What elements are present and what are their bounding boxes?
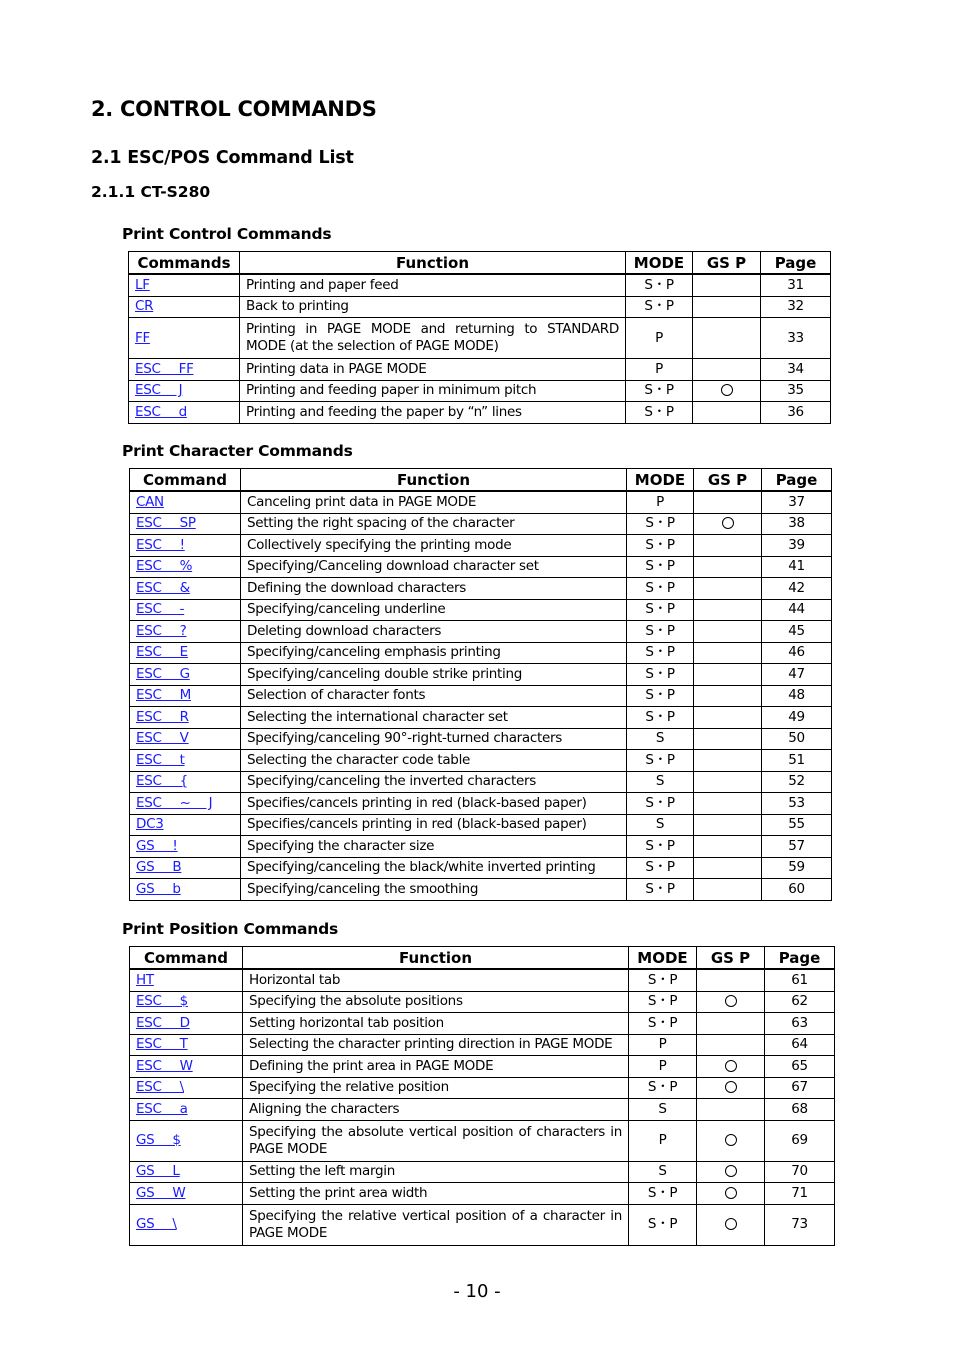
command-cell: [130, 969, 243, 991]
command-cell: [130, 793, 241, 815]
command-link[interactable]: CR: [135, 298, 154, 315]
gsp-cell: [694, 556, 762, 578]
mode-cell: P: [626, 359, 693, 381]
circle-icon: [725, 1187, 737, 1199]
command-cell: [130, 599, 241, 621]
gsp-cell: [697, 991, 765, 1013]
command-link[interactable]: ESC V: [136, 730, 189, 747]
table-row: [130, 664, 832, 686]
gsp-cell: [694, 491, 762, 513]
function-cell: Selection of character fonts: [241, 685, 627, 707]
page-cell: 34: [761, 359, 831, 381]
table-row: [130, 599, 832, 621]
command-link[interactable]: FF: [135, 329, 150, 346]
header-command: Command: [130, 947, 243, 970]
command-cell: [130, 578, 241, 600]
print-position-title: Print Position Commands: [122, 920, 339, 938]
function-cell: Specifying the relative position: [243, 1077, 629, 1099]
mode-cell: S・P: [626, 402, 693, 424]
table-row: [130, 535, 832, 557]
page-cell: 62: [765, 991, 835, 1013]
gsp-cell: [697, 969, 765, 991]
command-link[interactable]: GS $: [136, 1132, 181, 1148]
gsp-cell: [693, 380, 761, 402]
function-cell: Specifying/canceling the smoothing: [241, 879, 627, 901]
function-cell: Setting the print area width: [243, 1183, 629, 1205]
mode-cell: S・P: [627, 836, 694, 858]
header-function: Function: [240, 252, 626, 275]
command-cell: [130, 1013, 243, 1035]
chapter-heading: 2. CONTROL COMMANDS: [91, 97, 377, 121]
function-cell: Specifying the character size: [241, 836, 627, 858]
page-cell: 61: [765, 969, 835, 991]
function-cell: Specifying the absolute vertical position of characters in PAGE MODE: [243, 1120, 629, 1161]
command-cell: [130, 491, 241, 513]
mode-cell: S・P: [627, 879, 694, 901]
table-row: [129, 380, 831, 402]
function-cell: Printing in PAGE MODE and returning to STANDARD MODE (at the selection of PAGE MODE): [240, 318, 626, 359]
table-row: [130, 578, 832, 600]
table-row: [130, 857, 832, 879]
gsp-cell: [694, 857, 762, 879]
function-cell: Aligning the characters: [243, 1099, 629, 1121]
command-cell: [130, 991, 243, 1013]
function-cell: Defining the download characters: [241, 578, 627, 600]
mode-cell: S・P: [629, 1013, 697, 1035]
function-cell: Specifying the absolute positions: [243, 991, 629, 1013]
page-cell: 49: [762, 707, 832, 729]
command-cell: [130, 535, 241, 557]
table-row: [130, 1161, 835, 1183]
command-link[interactable]: ESC &: [136, 579, 190, 596]
page-cell: 44: [762, 599, 832, 621]
command-cell: [129, 359, 240, 381]
mode-cell: S・P: [627, 707, 694, 729]
command-link[interactable]: ESC !: [136, 536, 185, 553]
gsp-cell: [694, 793, 762, 815]
command-link[interactable]: ESC M: [136, 687, 191, 704]
function-cell: Specifying/canceling underline: [241, 599, 627, 621]
page-cell: 39: [762, 535, 832, 557]
gsp-cell: [694, 728, 762, 750]
header-mode: MODE: [626, 252, 693, 275]
command-cell: [129, 402, 240, 424]
header-function: Function: [243, 947, 629, 970]
page-cell: 36: [761, 402, 831, 424]
command-link[interactable]: ESC \: [136, 1079, 184, 1096]
function-cell: Selecting the character printing direction in PAGE MODE: [243, 1034, 629, 1056]
mode-cell: S・P: [629, 1204, 697, 1245]
command-link[interactable]: ESC J: [135, 382, 183, 399]
command-cell: [130, 1099, 243, 1121]
mode-cell: S・P: [627, 750, 694, 772]
command-cell: [130, 1204, 243, 1245]
mode-cell: S・P: [627, 857, 694, 879]
function-cell: Specifying/canceling 90°-right-turned characters: [241, 728, 627, 750]
command-cell: [130, 707, 241, 729]
mode-cell: S: [629, 1161, 697, 1183]
table-row: [130, 750, 832, 772]
command-link[interactable]: ESC %: [136, 558, 193, 575]
command-cell: [130, 556, 241, 578]
page-cell: 73: [765, 1204, 835, 1245]
table-row: [130, 1034, 835, 1056]
gsp-cell: [697, 1204, 765, 1245]
gsp-cell: [694, 707, 762, 729]
gsp-cell: [697, 1034, 765, 1056]
page-number: - 10 -: [453, 1281, 501, 1302]
table-row: [129, 359, 831, 381]
command-link[interactable]: CAN: [136, 493, 164, 510]
command-cell: [130, 1056, 243, 1078]
circle-icon: [725, 1218, 737, 1230]
table-row: [130, 1099, 835, 1121]
page-cell: 42: [762, 578, 832, 600]
function-cell: Specifying/canceling the black/white inverted printing: [241, 857, 627, 879]
command-link[interactable]: HT: [136, 971, 154, 988]
page-cell: 45: [762, 621, 832, 643]
command-cell: [130, 1077, 243, 1099]
command-cell: [130, 728, 241, 750]
mode-cell: S・P: [626, 380, 693, 402]
circle-icon: [722, 517, 734, 529]
function-cell: Selecting the character code table: [241, 750, 627, 772]
page-cell: 60: [762, 879, 832, 901]
table-row: [130, 771, 832, 793]
page-cell: 64: [765, 1034, 835, 1056]
gsp-cell: [694, 664, 762, 686]
table-row: [130, 491, 832, 513]
command-cell: [129, 318, 240, 359]
mode-cell: P: [629, 1120, 697, 1161]
function-cell: Specifying/Canceling download character set: [241, 556, 627, 578]
mode-cell: S・P: [626, 296, 693, 318]
command-link[interactable]: ESC T: [136, 1036, 188, 1053]
gsp-cell: [694, 750, 762, 772]
mode-cell: S: [627, 728, 694, 750]
table-header-row: [129, 252, 831, 275]
page-cell: 52: [762, 771, 832, 793]
circle-icon: [725, 1165, 737, 1177]
command-cell: [130, 814, 241, 836]
command-cell: [130, 685, 241, 707]
mode-cell: S・P: [626, 274, 693, 296]
command-link[interactable]: ESC W: [136, 1057, 193, 1074]
page-cell: 65: [765, 1056, 835, 1078]
circle-icon: [725, 1134, 737, 1146]
circle-icon: [725, 1060, 737, 1072]
table-row: [130, 707, 832, 729]
header-command: Commands: [129, 252, 240, 275]
command-cell: [130, 664, 241, 686]
gsp-cell: [697, 1013, 765, 1035]
command-link[interactable]: ESC -: [136, 601, 185, 618]
page-cell: 68: [765, 1099, 835, 1121]
page-cell: 32: [761, 296, 831, 318]
page-cell: 41: [762, 556, 832, 578]
circle-icon: [725, 995, 737, 1007]
table-row: [129, 318, 831, 359]
circle-icon: [725, 1081, 737, 1093]
circle-icon: [721, 384, 733, 396]
page-cell: 57: [762, 836, 832, 858]
gsp-cell: [693, 296, 761, 318]
command-cell: [130, 1183, 243, 1205]
function-cell: Printing and paper feed: [240, 274, 626, 296]
mode-cell: P: [627, 491, 694, 513]
mode-cell: S・P: [627, 793, 694, 815]
table-row: [130, 1056, 835, 1078]
header-page: Page: [762, 469, 832, 492]
function-cell: Specifying/canceling emphasis printing: [241, 642, 627, 664]
gsp-cell: [694, 879, 762, 901]
mode-cell: S・P: [627, 599, 694, 621]
table-row: [130, 513, 832, 535]
mode-cell: S・P: [627, 621, 694, 643]
table-row: [130, 1013, 835, 1035]
table-row: [130, 793, 832, 815]
table-row: [130, 1183, 835, 1205]
command-cell: [130, 1161, 243, 1183]
table-row: [130, 1204, 835, 1245]
function-cell: Defining the print area in PAGE MODE: [243, 1056, 629, 1078]
command-link[interactable]: ESC $: [136, 993, 188, 1010]
table-row: [130, 991, 835, 1013]
print-character-title: Print Character Commands: [122, 442, 353, 460]
gsp-cell: [694, 836, 762, 858]
gsp-cell: [693, 402, 761, 424]
gsp-cell: [694, 771, 762, 793]
header-mode: MODE: [629, 947, 697, 970]
table-row: [130, 969, 835, 991]
gsp-cell: [693, 318, 761, 359]
page-cell: 67: [765, 1077, 835, 1099]
gsp-cell: [697, 1099, 765, 1121]
header-page: Page: [761, 252, 831, 275]
function-cell: Deleting download characters: [241, 621, 627, 643]
command-cell: [130, 857, 241, 879]
table-header-row: [130, 947, 835, 970]
gsp-cell: [693, 274, 761, 296]
section-heading: 2.1 ESC/POS Command List: [91, 148, 354, 168]
page-cell: 38: [762, 513, 832, 535]
command-cell: [130, 1120, 243, 1161]
table-row: [130, 728, 832, 750]
command-link[interactable]: ESC {: [136, 773, 188, 790]
function-cell: Specifying/canceling the inverted characters: [241, 771, 627, 793]
header-mode: MODE: [627, 469, 694, 492]
command-link[interactable]: ESC t: [136, 751, 185, 768]
table-row: [130, 642, 832, 664]
table-header-row: [130, 469, 832, 492]
mode-cell: S・P: [629, 991, 697, 1013]
table-row: [130, 836, 832, 858]
command-link[interactable]: ESC ?: [136, 622, 187, 639]
mode-cell: P: [629, 1056, 697, 1078]
page-cell: 69: [765, 1120, 835, 1161]
table-row: [130, 814, 832, 836]
table-row: [130, 1077, 835, 1099]
print-character-table: [129, 468, 832, 901]
mode-cell: S・P: [627, 664, 694, 686]
mode-cell: S・P: [627, 642, 694, 664]
command-cell: [129, 380, 240, 402]
command-cell: [129, 296, 240, 318]
gsp-cell: [693, 359, 761, 381]
command-cell: [130, 513, 241, 535]
table-row: [130, 1120, 835, 1161]
command-link[interactable]: DC3: [136, 816, 164, 833]
page-cell: 47: [762, 664, 832, 686]
header-gsp: GS P: [693, 252, 761, 275]
function-cell: Selecting the international character set: [241, 707, 627, 729]
mode-cell: S・P: [629, 1077, 697, 1099]
page-cell: 51: [762, 750, 832, 772]
gsp-cell: [694, 621, 762, 643]
table-row: [130, 685, 832, 707]
page-cell: 31: [761, 274, 831, 296]
command-cell: [130, 642, 241, 664]
command-link[interactable]: LF: [135, 276, 150, 293]
command-cell: [130, 621, 241, 643]
command-link[interactable]: GS W: [136, 1184, 186, 1201]
function-cell: Setting the right spacing of the character: [241, 513, 627, 535]
mode-cell: S: [629, 1099, 697, 1121]
function-cell: Specifying the relative vertical position of a character in PAGE MODE: [243, 1204, 629, 1245]
function-cell: Specifying/canceling double strike printing: [241, 664, 627, 686]
print-control-title: Print Control Commands: [122, 225, 332, 243]
command-link[interactable]: GS L: [136, 1163, 180, 1180]
function-cell: Setting the left margin: [243, 1161, 629, 1183]
gsp-cell: [694, 599, 762, 621]
page-cell: 33: [761, 318, 831, 359]
page-cell: 37: [762, 491, 832, 513]
page-cell: 59: [762, 857, 832, 879]
command-link[interactable]: ESC R: [136, 708, 189, 725]
header-gsp: GS P: [694, 469, 762, 492]
command-link[interactable]: ESC SP: [136, 515, 196, 532]
command-cell: [130, 836, 241, 858]
command-link[interactable]: GS !: [136, 837, 178, 854]
mode-cell: S・P: [627, 685, 694, 707]
mode-cell: P: [629, 1034, 697, 1056]
mode-cell: S・P: [627, 513, 694, 535]
mode-cell: S・P: [627, 556, 694, 578]
command-cell: [130, 1034, 243, 1056]
table-row: [129, 402, 831, 424]
gsp-cell: [694, 642, 762, 664]
command-link[interactable]: ESC ~ J: [136, 794, 213, 811]
function-cell: Specifies/cancels printing in red (black-based paper): [241, 793, 627, 815]
mode-cell: S: [627, 814, 694, 836]
mode-cell: S・P: [627, 535, 694, 557]
mode-cell: S・P: [629, 969, 697, 991]
page-cell: 35: [761, 380, 831, 402]
page-cell: 50: [762, 728, 832, 750]
mode-cell: S・P: [629, 1183, 697, 1205]
gsp-cell: [697, 1056, 765, 1078]
page-cell: 48: [762, 685, 832, 707]
subsection-heading: 2.1.1 CT-S280: [91, 183, 211, 201]
table-row: [130, 879, 832, 901]
command-link[interactable]: ESC E: [136, 644, 188, 661]
function-cell: Back to printing: [240, 296, 626, 318]
table-row: [129, 274, 831, 296]
gsp-cell: [694, 513, 762, 535]
page-cell: 71: [765, 1183, 835, 1205]
command-cell: [129, 274, 240, 296]
table-row: [130, 556, 832, 578]
mode-cell: S: [627, 771, 694, 793]
function-cell: Horizontal tab: [243, 969, 629, 991]
gsp-cell: [697, 1161, 765, 1183]
command-link[interactable]: ESC G: [136, 665, 190, 682]
header-gsp: GS P: [697, 947, 765, 970]
gsp-cell: [694, 535, 762, 557]
command-link[interactable]: ESC FF: [135, 360, 194, 377]
mode-cell: S・P: [627, 578, 694, 600]
command-link[interactable]: GS b: [136, 880, 181, 897]
function-cell: Printing data in PAGE MODE: [240, 359, 626, 381]
mode-cell: P: [626, 318, 693, 359]
table-row: [130, 621, 832, 643]
table-row: [129, 296, 831, 318]
gsp-cell: [694, 578, 762, 600]
gsp-cell: [697, 1183, 765, 1205]
page-cell: 70: [765, 1161, 835, 1183]
function-cell: Canceling print data in PAGE MODE: [241, 491, 627, 513]
print-control-table: [128, 251, 831, 424]
function-cell: Setting horizontal tab position: [243, 1013, 629, 1035]
gsp-cell: [697, 1120, 765, 1161]
gsp-cell: [697, 1077, 765, 1099]
function-cell: Collectively specifying the printing mode: [241, 535, 627, 557]
command-link[interactable]: ESC D: [136, 1014, 190, 1031]
command-cell: [130, 879, 241, 901]
function-cell: Printing and feeding paper in minimum pitch: [240, 380, 626, 402]
page-cell: 53: [762, 793, 832, 815]
gsp-cell: [694, 685, 762, 707]
page-cell: 46: [762, 642, 832, 664]
gsp-cell: [694, 814, 762, 836]
command-cell: [130, 750, 241, 772]
command-link[interactable]: GS \: [136, 1216, 177, 1232]
command-link[interactable]: ESC a: [136, 1100, 188, 1117]
function-cell: Printing and feeding the paper by “n” lines: [240, 402, 626, 424]
command-link[interactable]: ESC d: [135, 403, 187, 420]
header-page: Page: [765, 947, 835, 970]
print-position-table: [129, 946, 835, 1246]
command-link[interactable]: GS B: [136, 859, 182, 876]
command-cell: [130, 771, 241, 793]
function-cell: Specifies/cancels printing in red (black-based paper): [241, 814, 627, 836]
header-function: Function: [241, 469, 627, 492]
header-command: Command: [130, 469, 241, 492]
page-cell: 63: [765, 1013, 835, 1035]
page-cell: 55: [762, 814, 832, 836]
